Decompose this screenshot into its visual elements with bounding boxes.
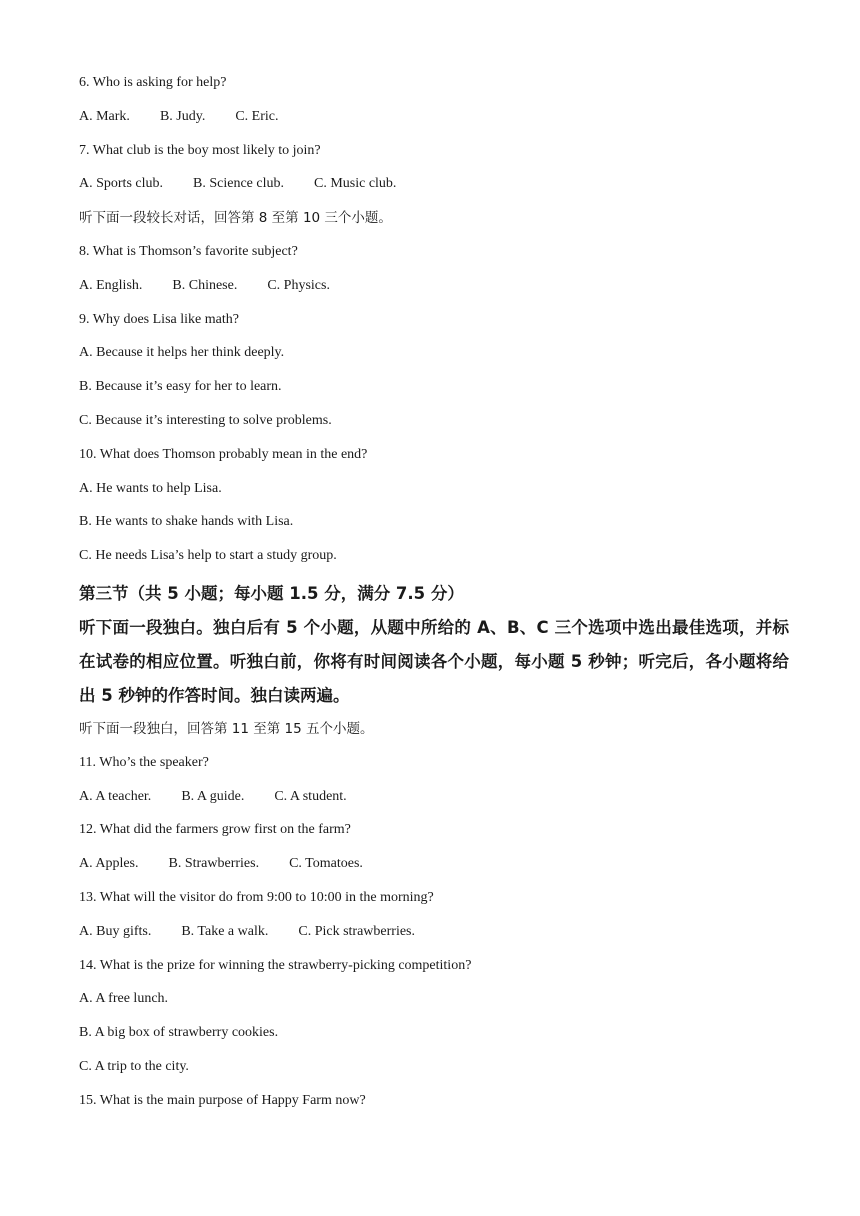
- question-10: 10. What does Thomson probably mean in the end?: [79, 446, 368, 462]
- question-12: 12. What did the farmers grow first on the farm?: [79, 822, 351, 838]
- option-c: C. A trip to the city.: [79, 1058, 189, 1074]
- option-b: B. Strawberries.: [168, 856, 260, 872]
- option-b: B. He wants to shake hands with Lisa.: [79, 514, 294, 530]
- option-b: B. Because it’s easy for her to learn.: [79, 379, 282, 395]
- option-a: A. A teacher.: [79, 788, 152, 804]
- option-b: B. Judy.: [159, 108, 206, 124]
- option-a: A. A free lunch.: [79, 991, 169, 1007]
- option-c: C. Tomatoes.: [289, 856, 363, 872]
- option-c: C. He needs Lisa’s help to start a study group.: [79, 548, 337, 564]
- option-a: A. Sports club.: [79, 176, 163, 192]
- question-8-options: [79, 273, 789, 299]
- section-3-instruction: 听下面一段独白。独白后有 5 个小题，从题中所给的 A、B、C 三个选项中选出最佳选项，并标在试卷的相应位置。听独白前，你将有时间阅读各个小题，每小题 5 秒钟；听完后，各小题将给出 5 秒钟的作答时间。独白读两遍。: [79, 617, 789, 705]
- option-a: A. Mark.: [79, 108, 130, 124]
- question-7: 7. What club is the boy most likely to join?: [79, 142, 321, 158]
- option-a: A. Because it helps her think deeply.: [79, 345, 285, 361]
- option-c: C. Eric.: [235, 108, 279, 124]
- question-13: 13. What will the visitor do from 9:00 to 10:00 in the morning?: [79, 889, 434, 905]
- instruction-11-15: 听下面一段独白，回答第 11 至第 15 五个小题。: [79, 720, 374, 737]
- question-14: 14. What is the prize for winning the strawberry-picking competition?: [79, 957, 472, 973]
- option-a: A. Apples.: [79, 856, 139, 872]
- option-b: B. A big box of strawberry cookies.: [79, 1025, 279, 1041]
- question-11-options: [79, 784, 789, 810]
- option-c: C. Because it’s interesting to solve problems.: [79, 412, 332, 428]
- option-b: B. Chinese.: [172, 277, 238, 293]
- question-15: 15. What is the main purpose of Happy Farm now?: [79, 1092, 366, 1108]
- option-b: B. Science club.: [193, 176, 284, 192]
- exam-page: [79, 70, 789, 1122]
- option-a: A. English.: [79, 277, 143, 293]
- option-b: B. Take a walk.: [181, 923, 269, 939]
- question-6-options: [79, 104, 789, 130]
- question-12-options: [79, 851, 789, 877]
- option-c: C. A student.: [274, 788, 347, 804]
- instruction-8-10: 听下面一段较长对话，回答第 8 至第 10 三个小题。: [79, 210, 392, 227]
- question-13-options: [79, 919, 789, 945]
- option-a: A. He wants to help Lisa.: [79, 480, 222, 496]
- question-8: 8. What is Thomson’s favorite subject?: [79, 243, 298, 259]
- question-7-options: [79, 171, 789, 197]
- option-a: A. Buy gifts.: [79, 923, 152, 939]
- question-11: 11. Who’s the speaker?: [79, 754, 209, 770]
- option-b: B. A guide.: [181, 788, 245, 804]
- section-3-title: 第三节（共 5 小题；每小题 1.5 分，满分 7.5 分）: [79, 583, 464, 603]
- question-6: 6. Who is asking for help?: [79, 75, 227, 90]
- option-c: C. Physics.: [267, 277, 330, 293]
- option-c: C. Pick strawberries.: [298, 923, 416, 939]
- question-9: 9. Why does Lisa like math?: [79, 311, 239, 327]
- option-c: C. Music club.: [313, 176, 397, 192]
